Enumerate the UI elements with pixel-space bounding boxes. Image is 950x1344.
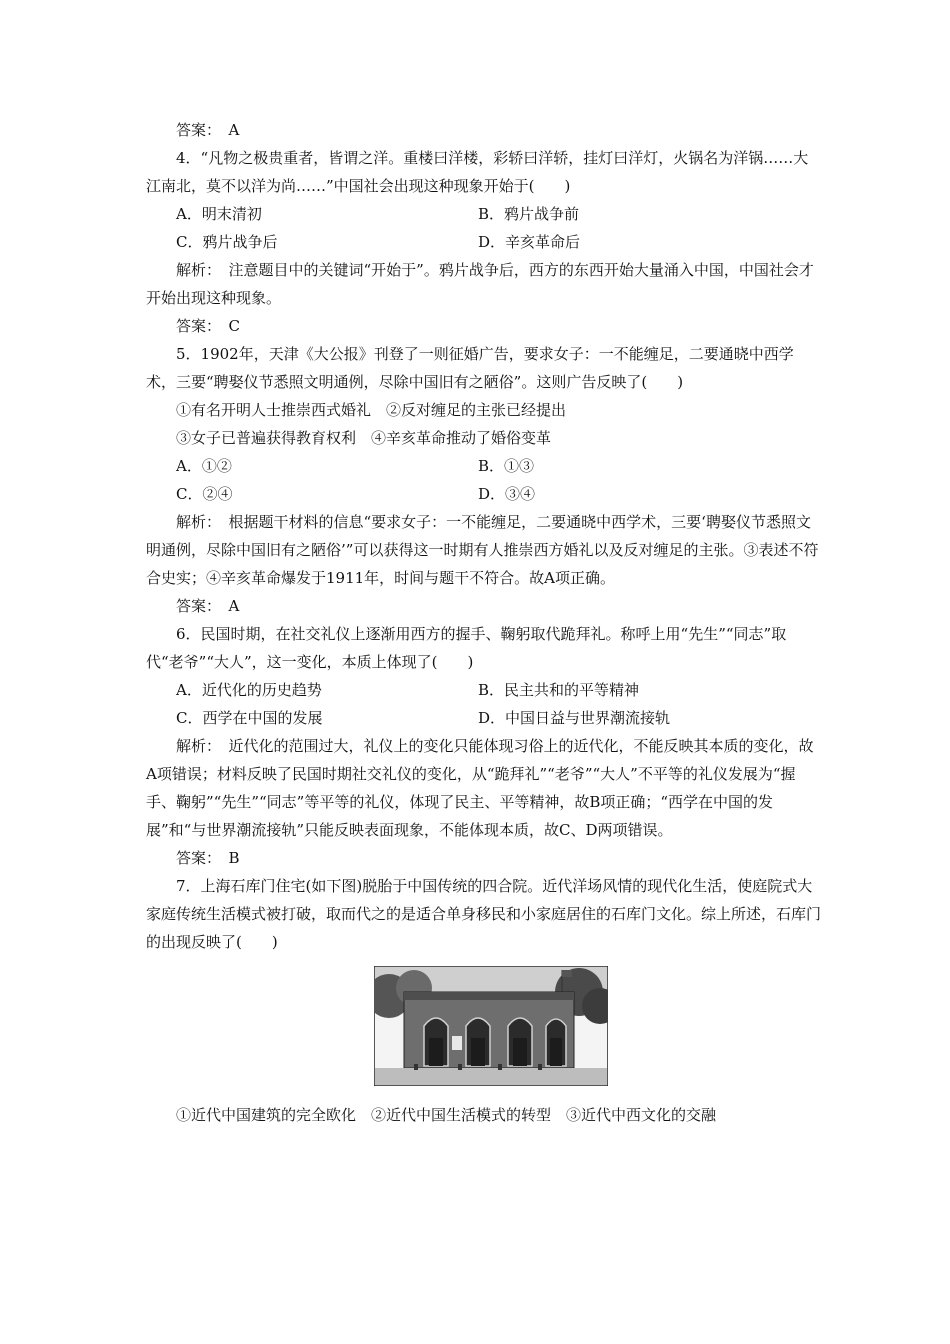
q7-stem: 7．上海石库门住宅(如下图)脱胎于中国传统的四合院。近代洋场风情的现代化生活，使庭院式大家庭传统生活模式被打破，取而代之的是适合单身移民和小家庭居住的石库门文化。综上所述，石库门的出现反映了( ) (146, 877, 822, 951)
q4-options-row-2 (146, 228, 822, 256)
q4-option-b: B．鸦片战争前 (478, 205, 580, 223)
q5-options-row-1 (146, 452, 822, 480)
q5-option-a: A．①② (176, 457, 232, 475)
q5-option-b: B．①③ (478, 457, 535, 475)
q4-stem: 4．“凡物之极贵重者，皆谓之洋。重楼曰洋楼，彩轿曰洋轿，挂灯曰洋灯，火锅名为洋锅……大江南北，莫不以洋为尚……”中国社会出现这种现象开始于( ) (146, 149, 809, 195)
q4-option-a: A．明末清初 (176, 205, 262, 223)
shikumen-building-illustration (374, 966, 608, 1086)
q5-options-row-2 (146, 480, 822, 508)
q3-answer: 答案： A (176, 121, 240, 139)
shikumen-photo (374, 966, 608, 1086)
q4-analysis: 解析： 注意题目中的关键词“开始于”。鸦片战争后，西方的东西开始大量涌入中国，中国社会才开始出现这种现象。 (146, 261, 814, 307)
q5-option-c: C．②④ (176, 485, 233, 503)
q7-statements: ①近代中国建筑的完全欧化 ②近代中国生活模式的转型 ③近代中西文化的交融 (176, 1106, 717, 1124)
q6-options-row-2 (146, 704, 822, 732)
q5-stem: 5．1902年，天津《大公报》刊登了一则征婚广告，要求女子：一不能缠足，二要通晓中西学术，三要“聘娶仪节悉照文明通例，尽除中国旧有之陋俗”。这则广告反映了( ) (146, 345, 794, 391)
document-content (146, 116, 822, 1144)
q6-answer: 答案： B (176, 849, 240, 867)
q6-options-row-1 (146, 676, 822, 704)
q5-statements-2: ③女子已普遍获得教育权利 ④辛亥革命推动了婚俗变革 (176, 429, 552, 447)
q6-option-c: C．西学在中国的发展 (176, 709, 323, 727)
q4-option-c: C．鸦片战争后 (176, 233, 278, 251)
q4-options-row-1 (146, 200, 822, 228)
q6-analysis: 解析： 近代化的范围过大，礼仪上的变化只能体现习俗上的近代化，不能反映其本质的变化，故A项错误；材料反映了民国时期社交礼仪的变化，从“跪拜礼”“老爷”“大人”不平等的礼仪发展为“握手、鞠躬”“先生”“同志”等平等的礼仪，体现了民主、平等精神，故B项正确；“西学在中国的发展”和“与世界潮流接轨”只能反映表面现象，不能体现本质，故C、D两项错误。 (146, 737, 814, 839)
q6-option-b: B．民主共和的平等精神 (478, 681, 640, 699)
q5-analysis: 解析： 根据题干材料的信息“要求女子：一不能缠足，二要通晓中西学术，三要‘聘娶仪节悉照文明通例，尽除中国旧有之陋俗’”可以获得这一时期有人推崇西方婚礼以及反对缠足的主张。③表述不符合史实；④辛亥革命爆发于1911年，时间与题干不符合。故A项正确。 (146, 513, 819, 587)
q5-option-d: D．③④ (478, 485, 536, 503)
q5-statements-1: ①有名开明人士推崇西式婚礼 ②反对缠足的主张已经提出 (176, 401, 567, 419)
q4-option-d: D．辛亥革命后 (478, 233, 581, 251)
q6-option-a: A．近代化的历史趋势 (176, 681, 322, 699)
q6-stem: 6．民国时期，在社交礼仪上逐渐用西方的握手、鞠躬取代跪拜礼。称呼上用“先生”“同志”取代“老爷”“大人”，这一变化，本质上体现了( ) (146, 625, 787, 671)
q5-answer: 答案： A (176, 597, 240, 615)
q6-option-d: D．中国日益与世界潮流接轨 (478, 709, 671, 727)
q4-answer: 答案： C (176, 317, 240, 335)
